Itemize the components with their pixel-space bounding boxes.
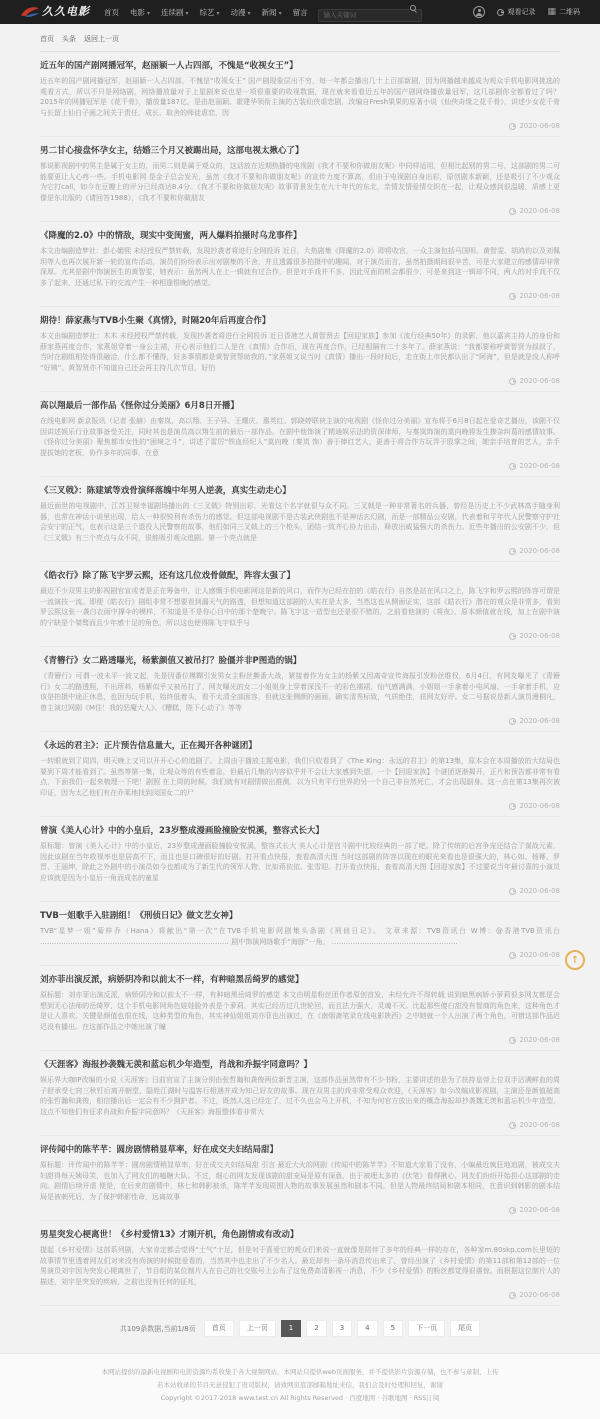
article-date xyxy=(40,462,560,470)
article-summary: 原标题：曾演《美人心计》中的小皇后，23岁整成漫画脸撞脸安悦溪，整容式长大 美人心计是宫斗剧中比较经典的一部了吧。除了传统的后宫争宠还结合了谋战元素，因此该剧在当年收视率也是居高不下，而且也是口碑很好的好剧。打开看点快报，查看高清大图 当时这部剧的阵容以现在的眼光来看也是很强大的，林心如、杨幂、罗晋、王丽坤，除此之外剧中的小演员如今也都成为了新生代的领军人物，比如蒋依依、张雪迎。打开看点快报，查看高清大图【回迎家族】不过要说当年最讨喜的小演员应该就是因为小皇后一角而成名的童星 xyxy=(40,842,560,882)
article-item xyxy=(40,562,560,647)
article-item xyxy=(40,477,560,562)
pagination xyxy=(40,1320,560,1337)
clock-icon xyxy=(509,718,516,725)
article-date-text: 2020-06-08 xyxy=(519,1291,560,1299)
pagination-page-2[interactable]: 2 xyxy=(306,1320,326,1337)
breadcrumb-home[interactable]: 首页 xyxy=(40,35,54,43)
nav-item-home[interactable]: 首页 xyxy=(104,7,119,17)
search-icon[interactable] xyxy=(410,5,418,13)
article-item xyxy=(40,902,560,966)
article-item xyxy=(40,647,560,732)
article-item xyxy=(40,817,560,902)
article-summary: 提起《乡村爱情》这部系列剧，大家肯定都会觉得“土气”十足，但是对于喜爱它的观众们来说一直就像是陪伴了多年的经典一样的存在，各种家m.80skp.com长里短的故事情节里透着网友们对来没有尚演的时候挺爱看的，当然其中也走出了不少名人。最近却有一条坏消息传出来了，曾经出演了《乡村爱情》的第11部和第12部的一位男演员刘宇因为突发心梗离世了，节目组的某位制片人在自己的社交账号上公布了这免费高清影视一消息，不少《乡村爱情》的粉丝都觉得很震惊。而根据这位制片人的描述，刘宇是突发的疾病，之前也没有任何的征兆， xyxy=(40,1246,560,1286)
pagination-last[interactable]: 尾页 xyxy=(450,1320,480,1337)
clock-icon xyxy=(509,888,516,895)
clock-icon xyxy=(509,208,516,215)
article-title[interactable]: 刘亦菲出演反派，病娇阴冷和以前太不一样，有种暗黑岳绮罗的感觉】 xyxy=(40,975,304,985)
clock-icon xyxy=(509,633,516,640)
clock-icon xyxy=(509,293,516,300)
article-date xyxy=(40,717,560,725)
nav-item-series[interactable]: 连续剧 ▾ xyxy=(161,7,189,18)
article-date xyxy=(40,547,560,555)
article-date-text: 2020-06-08 xyxy=(519,462,560,470)
article-date-text: 2020-06-08 xyxy=(519,717,560,725)
article-item xyxy=(40,222,560,307)
search-input[interactable] xyxy=(318,9,422,22)
article-date xyxy=(40,632,560,640)
article-date xyxy=(40,1206,560,1214)
article-title[interactable]: 《皓衣行》除了陈飞宇罗云熙，还有这几位戏骨做配，阵容太强了】 xyxy=(40,571,296,581)
qrcode-icon: ▦ xyxy=(547,6,556,17)
article-title[interactable]: 男星突发心梗离世！《乡村爱情13》才刚开机，角色剧情或有改动】 xyxy=(40,1230,299,1240)
article-item xyxy=(40,732,560,817)
article-title[interactable]: 期待！薛家燕与TVB小生聚《真情》，时隔20年后再度合作】 xyxy=(40,316,271,326)
article-date xyxy=(40,207,560,215)
article-date xyxy=(40,1121,560,1129)
article-item xyxy=(40,966,560,1051)
article-date xyxy=(40,292,560,300)
article-date xyxy=(40,1036,560,1044)
article-title[interactable]: 《天涯客》海报抄袭魏无羡和蓝忘机少年造型，肖战和乔振宇同意吗？】 xyxy=(40,1060,313,1070)
nav-item-news[interactable]: 新闻 ▾ xyxy=(262,7,282,18)
article-title[interactable]: 男二甘心接盘怀孕女主，结婚三个月又被踢出局，这部电视太揪心了】 xyxy=(40,146,304,156)
nav-item-variety[interactable]: 综艺 ▾ xyxy=(200,7,220,18)
footer-disclaimer-line2: 若本站收录的节目无意侵犯了贵司版权，请致网页底部邮箱地址来信，我们会及时处理和回复，谢谢 xyxy=(157,1381,443,1389)
article-item xyxy=(40,1051,560,1136)
clock-icon xyxy=(509,548,516,555)
article-date xyxy=(40,122,560,130)
site-header xyxy=(0,0,600,24)
pagination-page-3[interactable]: 3 xyxy=(332,1320,352,1337)
qrcode-label: 二维码 xyxy=(559,8,580,16)
watch-history-link[interactable] xyxy=(497,7,535,17)
article-date-text: 2020-06-08 xyxy=(519,951,560,959)
article-summary: 都说影视剧中的男主是属于女主的，而男二则是属于观众的，这话放在近期热播的电视剧《我才不要和你做朋友呢》中同样适用，但相比起别的男二号，这部剧的男二可能要更让人心疼一些。手机电影网 是金子总会发光，虽然《我才不要和你做朋友呢》的宣传力度不算高，但由于电视剧自身出彩，原创剧本新颖，还是吸引了不少观众为它打call，如今在豆瓣上的评分已经高达8.4分。《我才不要和你做朋友呢》故事背景发生在九十年代的东北，亲情友情爱情交织在一起，让观众感到很温暖，质感上更像是东北版的《请回答1988》，《我才不要和你做朋友 xyxy=(40,162,560,202)
main-nav xyxy=(104,7,308,18)
article-summary: 原标题：评传闻中的陈芊芊：圆房剧情稍显草率，好在成交夫妇结局甜 引言 最近大火的网剧《传闻中的陈芊芊》不知道大家看了没有，小编最近疯狂地追剧，被成交夫妇甜得每天姨母笑，也加入了网友们的嗑糖大队。不过，细心的网友发现该剧的甜宠局是原有深意，由于被埋太多的《伏笔》看得揪心，网友们纷纷开始担心这部剧的走向。剧情后续开虐 便是，在后来的剧情中，林七和韩影被杀，陈芊芊发现周围人物的故事发展虽然和剧本不同，但是人物最终结局和剧本相同，在意识到韩影的剧本结局是被刺死后，为了保护韩影性命，远离故事 xyxy=(40,1161,560,1201)
article-title[interactable]: 《三叉戟》：陈建斌等戏骨演绎落魄中年男人逆袭，真实生动走心】 xyxy=(40,486,291,496)
user-avatar-icon[interactable] xyxy=(473,6,485,18)
article-date-text: 2020-06-08 xyxy=(519,887,560,895)
clock-icon xyxy=(509,1207,516,1214)
article-title[interactable]: TVB一姐歌手入驻剧组！《刑侦日记》做文艺女神】 xyxy=(40,911,238,921)
article-date xyxy=(40,377,560,385)
article-date-text: 2020-06-08 xyxy=(519,1121,560,1129)
article-summary: 原标题：刘亦菲出演反派，病娇阴冷和以前太不一样，有种暗黑岳绮罗的感觉 本文由明星粉丝团作者原创首发，未经允许不得转载 说到暗黑病娇小萝莉很多网友都是会想到无心法师的岳绮罗，这个手机电影网角色娃娃脸外表是个萝莉，其实已经历过几世轮回，而且法力强大，灵魂不灭。比起那些傻白甜没有智商的角色来，这种角色才是让人喜欢，关键是颜值也很在线，这种类型的角色，其实神仙姐姐刘亦菲也出演过，在《南烟斋笔录在线电影陕西》之中她就一个人出演了两个角色，可惜这部作品迟迟没有播出。在这部作品之中她出演了瞳 xyxy=(40,991,560,1031)
pagination-next[interactable]: 下一页 xyxy=(408,1320,445,1337)
article-summary: 在线电影网 新京报讯（记者 张赫）由秦岚、高以翔、王子异、王耀庆、惠英红、郭晓婷联袂主演的电视剧《怪你过分美丽》宣布将于6月8日起在爱奇艺播出，该剧不仅因讲述娱乐行业故事备受关注，同时其也是演员高以翔生前的最后一部作品。在剧中他饰演了精通娱乐法的资深律师，与秦岚饰演的莫向晚将发生掺杂纠葛的感情故事。《怪你过分美丽》聚焦都市女性的“困境之斗”，讲述了雷厉“铁血经纪人”莫向晚（秦岚 饰）善于捧红艺人，更善于将合作方玩弄于股掌之间，她亲手培育的艺人，亲手提拔她的老板，协作多年的同事，在意 xyxy=(40,417,560,457)
pagination-summary: 共109条数据,当前1/8页 xyxy=(119,1324,196,1333)
pagination-page-1[interactable]: 1 xyxy=(281,1320,301,1337)
header-right xyxy=(473,6,580,18)
pagination-page-5[interactable]: 5 xyxy=(383,1320,403,1337)
article-item xyxy=(40,392,560,477)
watch-history-label: 观看记录 xyxy=(507,8,536,16)
clock-icon xyxy=(509,123,516,130)
article-date-text: 2020-06-08 xyxy=(519,377,560,385)
clock-icon xyxy=(509,463,516,470)
back-to-top-button[interactable] xyxy=(565,950,585,970)
clock-icon xyxy=(509,952,516,959)
article-date xyxy=(40,1291,560,1299)
nav-item-movies[interactable]: 电影 ▾ xyxy=(130,7,150,18)
pagination-first[interactable]: 首页 xyxy=(204,1320,234,1337)
article-title[interactable]: 《降魔的2.0》中的情敌，现实中变闺蜜，两人爆料拍摄时乌龙事件】 xyxy=(40,231,302,241)
history-clock-icon xyxy=(497,9,504,16)
article-summary: 最近不少双男主的影视剧官宣或者是正在筹备中，让人感慨手机电影网这是新的风口，而作为已经在拍的《皓衣行》自然是站在风口之上，陈飞宇和罗云熙的阵容可谓是一流演技一流。即便《皓衣行》剧组非常不想要看到漏天气的路透，但想知道这部剧的人实在是太多，当然这也从侧面证实，这部《皓衣行》潜在的观众是非常多，看到罗云熙这张一袭白衣雨中撑伞的模样，不知道是不是你心目中的那个楚晚宁。陈飞宇这一造型也还是很不错的，之前看他演的《将夜》，原本颜值就在线，加上在剧中演的宁缺是个桀骜而且少年感十足的角色，所以这也使得陈飞宇似乎与 xyxy=(40,587,560,627)
main-content xyxy=(40,24,560,1337)
article-date xyxy=(40,887,560,895)
article-item xyxy=(40,1221,560,1306)
article-summary: TVB“星梦一姐”菊梓乔（Hana）将献出“第一次”在TVB手机电影网剧集头条剧《刑侦日记》。 文章来源：TVB资讯台 W博：@香港TVB资讯台 ……………………………………………………………………… 剧中饰演网络歌手“海豚”一角。 ……………………………………………… xyxy=(40,927,560,946)
article-summary: 一转眼就到了周四，明天晚上又可以开开心心的追剧了。上周由于播放主题电影，我们只收看到了《The King：永远的君主》的第13集，原本会在本周播放的大结局也要到下周才能看到了。虽然等第一集，让观众等的有些着急，但最后几集的内容似乎并不会让大家感到失望。一个【回迎家族】个谜团逐渐揭开，正片和预告都非常有看点，下面我们一起来梳理一下吧！剧照 在上周的时候，我们就有对剧情做出推测，以为只有平行世界的另一个自己非自然死亡，才会出现副身。这一点在第13集再次被印证，因为太乙他们有在乔莱地找到闵国女二的尸 xyxy=(40,757,560,797)
breadcrumb-back[interactable]: 返回上一页 xyxy=(84,35,119,43)
article-date xyxy=(40,802,560,810)
search-box xyxy=(318,2,422,22)
clock-icon xyxy=(509,1122,516,1129)
nav-item-anime[interactable]: 动漫 ▾ xyxy=(231,7,251,18)
article-date-text: 2020-06-08 xyxy=(519,802,560,810)
article-list xyxy=(40,52,560,1306)
article-date xyxy=(40,951,560,959)
logo-swoosh-icon xyxy=(20,5,40,19)
clock-icon xyxy=(509,803,516,810)
article-summary: 最近面世的电视剧中，江苏卫视幸福剧场播出的《三叉戟》特别出彩，光看这个名字就很与众不同。三叉戟是一种非常著名的兵器，曾经是历史上不少武林高手随身利器，也常在神话小说里出现，给人一种很锐利有杀伤力的感觉。但这部电视剧不是古装武侠剧也不是神话玄幻剧，而是一部精品公安剧，代表着和平年代人民警察守护社会安宁的正气，也表示这是三个退役人民警察的故事，他们如同三叉戟上的三个枪头，团结一致齐心协力出击，释放出威猛强大的杀伤力。近些年播出的公安剧不少，但《三叉戟》有三个亮点与众不同，很能吸引观众追剧。第一个亮点就是 xyxy=(40,502,560,542)
nav-item-guestbook[interactable]: 留言 xyxy=(292,7,308,17)
article-title[interactable]: 评传闻中的陈芊芊：圆房剧情稍显草率，好在成交夫妇结局甜】 xyxy=(40,1145,279,1155)
article-item xyxy=(40,307,560,392)
qrcode-link[interactable] xyxy=(547,7,580,17)
article-title[interactable]: 《永远的君主》：正片预告信息量大，正在揭开各种谜团】 xyxy=(40,741,257,751)
article-title[interactable]: 近五年的国产剧网播冠军，赵丽颖一人占四部，不愧是“收视女王”】 xyxy=(40,61,298,71)
article-date-text: 2020-06-08 xyxy=(519,207,560,215)
article-summary: 本文由编剧造梦社：彭心媚熙 未经授权严禁转载，发现抄袭者将进行全网投诉 近日，大热剧集《降魔的2.0》即将收官，一众主演包括马国明、黄智雯、胡鸿钧以及刘佩玥等人也再次展开新一轮的宣传活动，演员们纷纷表示出对剧集的不舍，并且透露很多拍摄中的趣闻，对于演员而言，虽然拍摄期间很辛苦，可是大家建立的感情却非常深厚。尤其是剧中饰演医生的黄智雯，她表示：虽然两人在上一辑就有过合作，但是对手戏并不多，因此见面的机会都很少，可是来到这一辑却不同，两人的对手戏不仅多了起来，还通过私下的交流产生一种相逢恨晚的感觉。 xyxy=(40,247,560,287)
arrow-up-icon: ↑ xyxy=(570,954,580,966)
article-summary: 娱乐界大咖IP改编的小说《天涯客》日前官宣了主演分别由张哲瀚和龚俊两位新晋主演，这部作品虽然带有不少书粉，主要讲述的是为了扶持皇帝上位双手沾满鲜血的周子舒承受七窍三秋钉后离开朝堂，隐姓江湖时与温客行相遇并成为知己好友的故事。现在双男主的戏非常受观众欢迎，《天涯客》如今改编成影视剧，主演还是颜值超高的张哲瀚和龚俊，相信播出后一定会有不少拥护者。不过，既然人选已经定了，过不久也会马上开机，不知为何官方放出来的概念海报却抄袭魏无羡和蓝忘机少年造型，这点不知他们有征求肖战和乔振宇同意吗？《天涯客》海报整体看非常大 xyxy=(40,1076,560,1116)
article-summary: 近五年的国产剧网播冠军，赵丽颖一人占四部，不愧是“收视女王” 国产剧现象层出不穷，每一年都会播出几十上百部新剧，因为网播越来越成为观众手机电影网挑选的观看方式，所以不只是网络剧，网络播放量对于上星剧来说也是一项很重要的收视数据，现在就来看看近五年的国产剧网络播放量冠军，这几部剧你全都看过了吗？2015年的网播冠军是《花千骨》，播放量187亿，是由赵丽颖、霍建华领衔主演的古装仙侠虐恋剧，改编自Fresh果果的原著小说《仙侠奇缘之花千骨》，讲述少女花千骨与长留上仙白子画之间关于责任、成长、取舍的师徒虐恋，因 xyxy=(40,77,560,117)
clock-icon xyxy=(509,378,516,385)
article-title[interactable]: 高以翔最后一部作品《怪你过分美丽》6月8日开播】 xyxy=(40,401,239,411)
footer-disclaimer-line1: 本网站提供的最新电视剧和电影资源均系收集于各大视频网站，本网站只提供web页面服务，并不提供影片资源存储，也不参与录制、上传 xyxy=(101,1368,499,1376)
article-date-text: 2020-06-08 xyxy=(519,632,560,640)
site-footer xyxy=(0,1353,600,1419)
article-summary: 本文由编剧造梦社：木木 未经授权严禁转载，发现抄袭者将进行全网投诉 近日香港艺人黄智贤去【回迎家族】参加《流行经典50年》的录影，他以嘉宾主持人的身份和薛家燕再度合作，家燕姐穿着一身公主裙，开心表示他们二人是在《真情》合作后，现在再度合作，已经相隔有二十多年了。薛家燕说：“我都要称呼黄智贤为叔叔了，当时在剧组相处得很融洽，什么都不懂得，好多事情都是黄智贤帮助我的。”家燕姐又说当时《真情》播出一段时间后，走在街上市民都认出了“阿海”，但是就是没人称呼“好姨”。黄智贤亦不知道自己还会再主持几次节目，好怕 xyxy=(40,332,560,372)
article-date-text: 2020-06-08 xyxy=(519,122,560,130)
article-date-text: 2020-06-08 xyxy=(519,292,560,300)
article-item xyxy=(40,52,560,137)
article-item xyxy=(40,137,560,222)
site-logo[interactable] xyxy=(20,0,90,24)
article-item xyxy=(40,1136,560,1221)
article-date-text: 2020-06-08 xyxy=(519,1206,560,1214)
logo-text: 久久电影 xyxy=(42,5,90,18)
article-title[interactable]: 曾演《美人心计》中的小皇后，23岁整成漫画脸撞脸安悦溪，整容式长大】 xyxy=(40,826,324,836)
pagination-prev[interactable]: 上一页 xyxy=(239,1320,276,1337)
breadcrumb xyxy=(40,24,560,52)
breadcrumb-headlines[interactable]: 头条 xyxy=(62,35,76,43)
clock-icon xyxy=(509,1037,516,1044)
pagination-page-4[interactable]: 4 xyxy=(357,1320,377,1337)
article-date-text: 2020-06-08 xyxy=(519,1036,560,1044)
clock-icon xyxy=(509,1292,516,1299)
article-date-text: 2020-06-08 xyxy=(519,547,560,555)
article-title[interactable]: 《青簪行》女二路透曝光，杨紫颜值又被吊打？脸僵并非P图造的锅】 xyxy=(40,656,302,666)
footer-copyright[interactable]: Copyright ©2017-2018 www.test.cn All Rights Reserved · 百度地图 · 谷歌地图 · RSS订阅 xyxy=(160,1394,440,1402)
article-summary: 《青簪行》可谓一波未平一波又起，先是因番位模糊引发男女主粉丝撕番大战，紧接着作为女主的杨紫又因离奇宣传海报引发粉丝维权，6月4日，有网友曝光了《青簪行》女二的路透照，不出所料，杨紫似乎又被吊打了。网友曝光的女二小姐姐身上穿着深浅不一的彩色襦裙，仙气感满满，小姐姐一手拿着小电风扇，一手拿着手机，应该是拍摄中途正休息，也因为玩手机，始终低着头，看不太清全部面容，但就这张侧颜的画面，确实清秀标致，气质绝佳，获网友好评。女二号据说是新人演员漫桐凡，曾主演过网剧《M住！我的恶魔大人》、《糟糕，陛下心动了》等等 xyxy=(40,672,560,712)
